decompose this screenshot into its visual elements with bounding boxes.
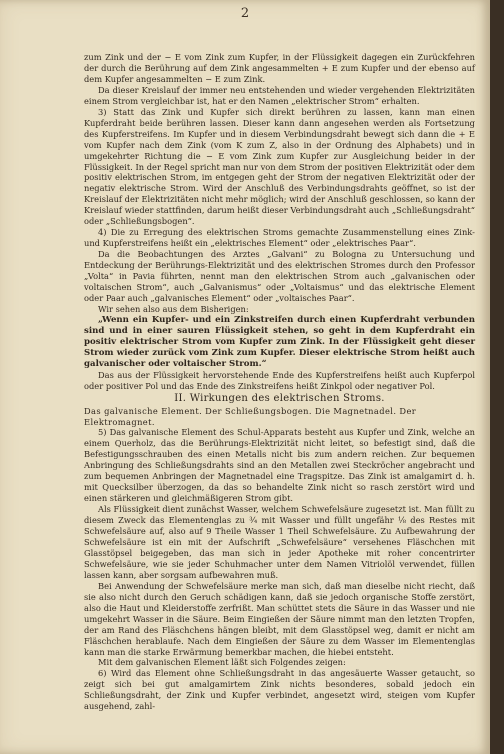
paragraph: Da die Beobachtungen des Arztes „Galvani“ zu Bologna zu Untersuchung und Entdeckung der Berührungs-Elektrizität und des elektrischen Stromes durch den Professor „Volta“ in Pavia führten, nennt man den elektrischen Strom auch „galvanischen oder voltaischen Strom“, auch „Galvanismus“ oder „Voltaismus“ und das elektrische Element oder Paar auch „galvanisches Element“ oder „voltaisches Paar“. xyxy=(84,249,475,303)
section-heading: II. Wirkungen des elektrischen Stroms. xyxy=(174,392,385,404)
text-part-2 xyxy=(84,427,475,712)
paragraph: Mit dem galvanischen Element läßt sich Folgendes zeigen: xyxy=(98,657,346,668)
text-part-1 xyxy=(84,52,475,392)
paragraph: 5) Das galvanische Element des Schul-Apparats besteht aus Kupfer und Zink, welche an einem Querholz, das die Berührungs-Elektrizität nicht leitet, so befestigt sind, daß die Befestigungsschrauben des einen Metalls nicht bis zum andern reichen. Zur bequemen Anbringung des Schließungsdrahts sind an den Metallen zwei Steckröcher angebracht und zum bequemen Anbringen der Magnetnadel eine Tragspitze. Das Zink ist amalgamirt d. h. mit Quecksilber überzogen, da das so behandelte Zink nicht so rasch zerstört wird und einen stärkeren und gleichmäßigeren Strom gibt. xyxy=(84,427,475,504)
paragraph: zum Zink und der − E vom Zink zum Kupfer, in der Flüssigkeit dagegen ein Zurückfehren der durch die Berührung auf dem Zink angesammelten + E zum Kupfer und der ebenso auf dem Kupfer angesammelten − E zum Zink. xyxy=(84,52,475,84)
paragraph: Wir sehen also aus dem Bisherigen: xyxy=(98,303,249,314)
paragraph: 4) Die zu Erregung des elektrischen Stroms gemachte Zusammenstellung eines Zink- und Kupferstreifens heißt ein „elektrisches Element“ oder „elektrisches Paar“. xyxy=(84,227,475,249)
paragraph: Da dieser Kreislauf der immer neu entstehenden und wieder vergehenden Elektrizitäten einem Strom vergleichbar ist, hat er den Namen „elektrischer Strom“ erhalten. xyxy=(84,84,475,106)
page-number: 2 xyxy=(240,6,250,21)
section-contents: Das galvanische Element. Der Schließungsbogen. Die Magnetnadel. Der Elektromagnet. xyxy=(84,405,417,427)
paragraph: „Wenn ein Kupfer- und ein Zinkstreifen durch einen Kupferdraht verbunden sind und in einer sauren Flüssigkeit stehen, so geht in dem Kupferdraht ein positiv elektrischer Strom vom Kupfer zum Zink. In der Flüssigkeit geht dieser Strom wieder zurück vom Zink zum Kupfer. Dieser elektrische Strom heißt auch galvanischer oder voltaischer Strom.“ xyxy=(84,314,475,369)
paragraph: Als Flüssigkeit dient zunächst Wasser, welchem Schwefelsäure zugesetzt ist. Man füllt zu diesem Zweck das Elementenglas zu ¾ mit Wasser und füllt ungefähr ⅛ des Restes mit Schwefelsäure auf, also auf 9 Theile Wasser 1 Theil Schwefelsäure. Zu Aufbewahrung der Schwefelsäure ist ein mit der Aufschrift „Schwefelsäure“ versehenes Fläschchen mit Glasstöpsel beigegeben, das man sich in jeder Apotheke mit roher concentrirter Schwefelsäure, wie sie jeder Schuhmacher unter dem Namen Vitriolöl verwendet, füllen lassen kann, aber sorgsam aufbewahren muß. xyxy=(84,504,475,580)
paragraph: 6) Wird das Element ohne Schließungsdraht in das angesäuerte Wasser getaucht, so zeigt sich bei gut amalgamirtem Zink nichts besonderes, sobald jedoch ein Schließungsdraht, der Zink und Kupfer verbindet, angesetzt wird, steigen vom Kupfer ausgehend, zahl- xyxy=(84,668,475,712)
page-text xyxy=(84,52,475,712)
paragraph: Bei Anwendung der Schwefelsäure merke man sich, daß man dieselbe nicht riecht, daß sie also nicht durch den Geruch schädigen kann, daß sie jedoch organische Stoffe zerstört, also die Haut und Kleiderstoffe zerfrißt. Man schüttet stets die Säure in das Wasser und nie umgekehrt Wasser in die Säure. Beim Eingießen der Säure nimmt man den letzten Tropfen, der am Rand des Fläschchens hängen bleibt, mit dem Glasstöpsel weg, damit er nicht am Fläschchen herablaufe. Nach dem Eingießen der Säure zu dem Wasser im Elementenglas kann man die starke Erwärmung bemerkbar machen, die hiebei entsteht. xyxy=(84,580,475,657)
paragraph: 3) Statt das Zink und Kupfer sich direkt berühren zu lassen, kann man einen Kupferdraht beide berühren lassen. Dieser kann dann angesehen werden als Fortsetzung des Kupferstreifens. Im Kupfer und in diesem Verbindungsdraht bewegt sich dann die + E vom Kupfer nach dem Zink (vom K zum Z, also in der Ordnung des Alphabets) und in umgekehrter Richtung die − E vom Zink zum Kupfer zur Ausgleichung beider in der Flüssigkeit. In der Regel spricht man nur von dem Strom der positiven Elektrizität oder dem positiv elektrischen Strom, im entgegen geht der Strom der negativen Elektrizität oder der negativ elektrische Strom. Wird der Anschluß des Verbindungsdrahts geöffnet, so ist der Kreislauf der Elektrizitäten nicht mehr möglich; wird der Anschluß geschlossen, so kann der Kreislauf wieder stattfinden, darum heißt dieser Verbindungsdraht auch „Schließungsdraht“ oder „Schließungsbogen“. xyxy=(84,106,475,227)
paragraph: Das aus der Flüssigkeit hervorstehende Ende des Kupferstreifens heißt auch Kupferpol oder positiver Pol und das Ende des Zinkstreifens heißt Zinkpol oder negativer Pol. xyxy=(84,369,475,391)
